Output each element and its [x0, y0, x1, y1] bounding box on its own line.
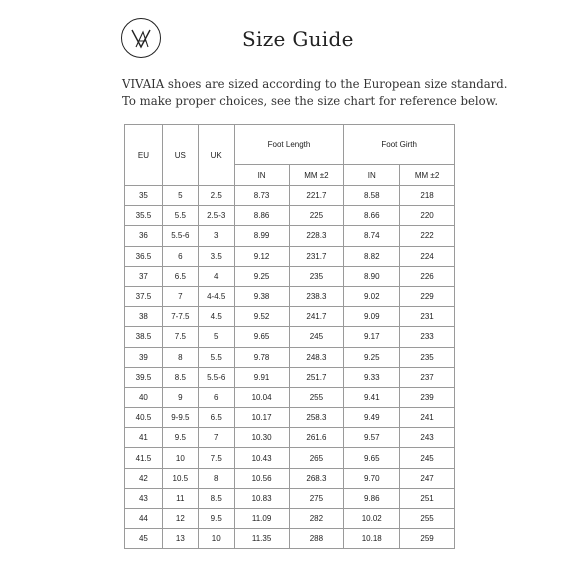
cell-uk: 9.5	[198, 509, 234, 529]
table-row	[125, 347, 455, 367]
cell-us: 12	[162, 509, 198, 529]
cell-length-in: 8.73	[234, 186, 289, 206]
cell-eu: 43	[125, 488, 163, 508]
cell-length-in: 9.78	[234, 347, 289, 367]
table-row	[125, 509, 455, 529]
cell-girth-mm: 226	[400, 266, 455, 286]
intro-line-2: To make proper choices, see the size chart for reference below.	[122, 94, 499, 108]
table-row	[125, 246, 455, 266]
header-foot-girth: Foot Girth	[344, 125, 455, 165]
cell-us: 8.5	[162, 367, 198, 387]
cell-eu: 35	[125, 186, 163, 206]
cell-girth-mm: 229	[400, 286, 455, 306]
va-monogram-icon	[128, 25, 154, 51]
cell-uk: 5.5	[198, 347, 234, 367]
cell-eu: 37	[125, 266, 163, 286]
cell-girth-in: 9.41	[344, 387, 400, 407]
header-foot-length: Foot Length	[234, 125, 344, 165]
header-uk: UK	[198, 125, 234, 186]
cell-girth-mm: 237	[400, 367, 455, 387]
cell-length-mm: 282	[289, 509, 344, 529]
cell-us: 9	[162, 387, 198, 407]
header-girth-mm: MM ±2	[400, 165, 455, 186]
cell-eu: 41	[125, 428, 163, 448]
cell-length-in: 8.86	[234, 206, 289, 226]
cell-uk: 2.5	[198, 186, 234, 206]
header-length-in: IN	[234, 165, 289, 186]
size-table-body	[125, 186, 455, 549]
cell-girth-mm: 241	[400, 408, 455, 428]
cell-uk: 10	[198, 529, 234, 549]
table-row	[125, 266, 455, 286]
cell-girth-in: 10.02	[344, 509, 400, 529]
cell-girth-in: 9.02	[344, 286, 400, 306]
cell-eu: 38.5	[125, 327, 163, 347]
cell-girth-mm: 239	[400, 387, 455, 407]
cell-length-in: 10.56	[234, 468, 289, 488]
size-chart-table	[124, 124, 455, 549]
cell-us: 10	[162, 448, 198, 468]
cell-length-mm: 245	[289, 327, 344, 347]
cell-eu: 36	[125, 226, 163, 246]
cell-length-mm: 268.3	[289, 468, 344, 488]
cell-length-in: 10.17	[234, 408, 289, 428]
cell-length-mm: 261.6	[289, 428, 344, 448]
table-row	[125, 307, 455, 327]
cell-eu: 41.5	[125, 448, 163, 468]
cell-length-mm: 288	[289, 529, 344, 549]
table-row	[125, 226, 455, 246]
cell-uk: 8	[198, 468, 234, 488]
cell-us: 7-7.5	[162, 307, 198, 327]
cell-uk: 7.5	[198, 448, 234, 468]
cell-uk: 6	[198, 387, 234, 407]
header-eu: EU	[125, 125, 163, 186]
cell-uk: 8.5	[198, 488, 234, 508]
cell-length-mm: 255	[289, 387, 344, 407]
cell-length-in: 11.35	[234, 529, 289, 549]
cell-girth-mm: 235	[400, 347, 455, 367]
cell-length-mm: 241.7	[289, 307, 344, 327]
cell-length-in: 10.04	[234, 387, 289, 407]
header-us: US	[162, 125, 198, 186]
cell-eu: 35.5	[125, 206, 163, 226]
cell-eu: 44	[125, 509, 163, 529]
cell-us: 13	[162, 529, 198, 549]
cell-length-in: 9.12	[234, 246, 289, 266]
cell-us: 9-9.5	[162, 408, 198, 428]
cell-girth-mm: 251	[400, 488, 455, 508]
cell-length-mm: 251.7	[289, 367, 344, 387]
cell-us: 5.5	[162, 206, 198, 226]
cell-girth-in: 8.66	[344, 206, 400, 226]
cell-length-mm: 275	[289, 488, 344, 508]
cell-girth-mm: 247	[400, 468, 455, 488]
cell-girth-mm: 243	[400, 428, 455, 448]
cell-eu: 36.5	[125, 246, 163, 266]
cell-us: 9.5	[162, 428, 198, 448]
cell-girth-mm: 233	[400, 327, 455, 347]
cell-length-mm: 228.3	[289, 226, 344, 246]
table-row	[125, 448, 455, 468]
cell-eu: 40.5	[125, 408, 163, 428]
cell-us: 5.5-6	[162, 226, 198, 246]
header-length-mm: MM ±2	[289, 165, 344, 186]
table-row	[125, 408, 455, 428]
cell-girth-mm: 222	[400, 226, 455, 246]
cell-length-mm: 235	[289, 266, 344, 286]
cell-length-in: 11.09	[234, 509, 289, 529]
cell-eu: 39	[125, 347, 163, 367]
cell-girth-in: 9.17	[344, 327, 400, 347]
cell-uk: 4.5	[198, 307, 234, 327]
cell-uk: 4	[198, 266, 234, 286]
table-row	[125, 286, 455, 306]
header-girth-in: IN	[344, 165, 400, 186]
cell-uk: 5.5-6	[198, 367, 234, 387]
cell-girth-mm: 218	[400, 186, 455, 206]
cell-uk: 6.5	[198, 408, 234, 428]
cell-length-mm: 238.3	[289, 286, 344, 306]
cell-girth-in: 10.18	[344, 529, 400, 549]
cell-girth-in: 9.33	[344, 367, 400, 387]
cell-us: 5	[162, 186, 198, 206]
cell-us: 6	[162, 246, 198, 266]
table-row	[125, 186, 455, 206]
cell-us: 11	[162, 488, 198, 508]
cell-us: 7	[162, 286, 198, 306]
cell-girth-mm: 231	[400, 307, 455, 327]
cell-uk: 4-4.5	[198, 286, 234, 306]
table-row	[125, 206, 455, 226]
cell-us: 7.5	[162, 327, 198, 347]
intro-text	[122, 76, 508, 110]
brand-logo	[121, 18, 161, 58]
cell-length-in: 9.65	[234, 327, 289, 347]
cell-girth-in: 9.65	[344, 448, 400, 468]
cell-length-mm: 225	[289, 206, 344, 226]
cell-girth-in: 9.49	[344, 408, 400, 428]
table-row	[125, 529, 455, 549]
cell-length-in: 9.38	[234, 286, 289, 306]
table-row	[125, 327, 455, 347]
cell-girth-mm: 224	[400, 246, 455, 266]
cell-length-mm: 231.7	[289, 246, 344, 266]
cell-length-in: 9.52	[234, 307, 289, 327]
cell-girth-in: 9.25	[344, 347, 400, 367]
page-title: Size Guide	[242, 27, 354, 51]
cell-girth-in: 8.82	[344, 246, 400, 266]
cell-uk: 7	[198, 428, 234, 448]
cell-uk: 3	[198, 226, 234, 246]
cell-girth-in: 8.58	[344, 186, 400, 206]
cell-eu: 40	[125, 387, 163, 407]
table-row	[125, 468, 455, 488]
cell-length-in: 9.25	[234, 266, 289, 286]
cell-girth-in: 8.74	[344, 226, 400, 246]
cell-girth-in: 8.90	[344, 266, 400, 286]
cell-eu: 45	[125, 529, 163, 549]
cell-length-in: 10.83	[234, 488, 289, 508]
cell-length-mm: 258.3	[289, 408, 344, 428]
cell-girth-in: 9.09	[344, 307, 400, 327]
table-row	[125, 367, 455, 387]
cell-girth-mm: 220	[400, 206, 455, 226]
cell-uk: 2.5-3	[198, 206, 234, 226]
cell-length-in: 10.30	[234, 428, 289, 448]
cell-us: 6.5	[162, 266, 198, 286]
cell-uk: 3.5	[198, 246, 234, 266]
table-row	[125, 428, 455, 448]
cell-girth-mm: 259	[400, 529, 455, 549]
cell-girth-in: 9.57	[344, 428, 400, 448]
cell-length-in: 8.99	[234, 226, 289, 246]
cell-eu: 38	[125, 307, 163, 327]
table-row	[125, 488, 455, 508]
cell-eu: 37.5	[125, 286, 163, 306]
cell-uk: 5	[198, 327, 234, 347]
cell-girth-mm: 255	[400, 509, 455, 529]
cell-girth-in: 9.86	[344, 488, 400, 508]
table-row	[125, 387, 455, 407]
cell-girth-mm: 245	[400, 448, 455, 468]
intro-line-1: VIVAIA shoes are sized according to the European size standard.	[122, 77, 508, 91]
cell-length-mm: 265	[289, 448, 344, 468]
cell-eu: 39.5	[125, 367, 163, 387]
cell-length-mm: 221.7	[289, 186, 344, 206]
cell-eu: 42	[125, 468, 163, 488]
cell-us: 8	[162, 347, 198, 367]
cell-length-in: 10.43	[234, 448, 289, 468]
cell-length-mm: 248.3	[289, 347, 344, 367]
cell-length-in: 9.91	[234, 367, 289, 387]
cell-girth-in: 9.70	[344, 468, 400, 488]
cell-us: 10.5	[162, 468, 198, 488]
